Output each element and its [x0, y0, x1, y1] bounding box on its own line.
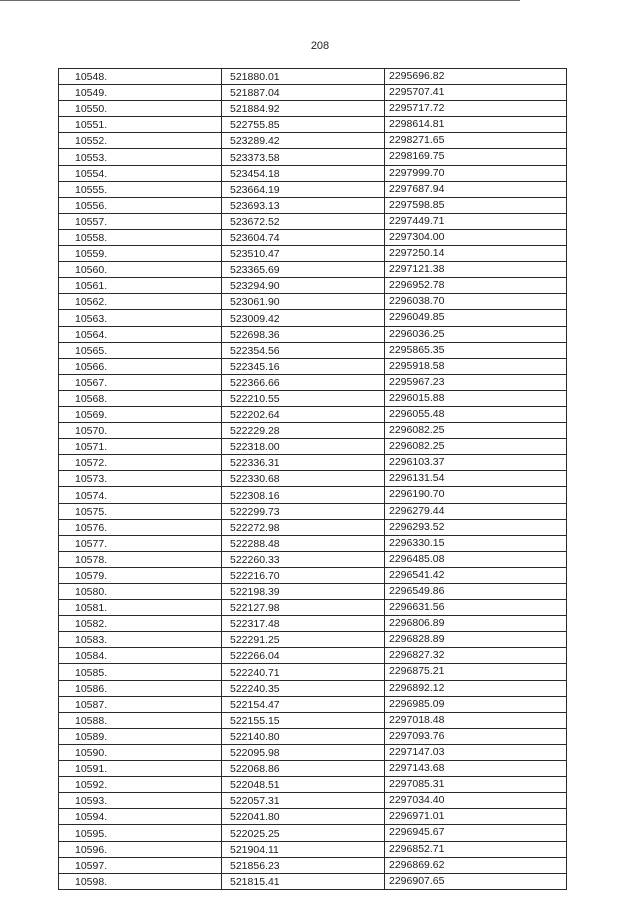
table-row — [59, 85, 567, 101]
point-id-cell: 10586. — [59, 680, 222, 696]
x-coordinate-cell: 523664.19 — [222, 181, 385, 197]
x-coordinate-cell: 522048.51 — [222, 777, 385, 793]
point-id-cell: 10554. — [59, 165, 222, 181]
y-coordinate-cell: 2296541.42 — [385, 567, 567, 583]
point-id-cell: 10591. — [59, 761, 222, 777]
y-coordinate-cell: 2295696.82 — [385, 69, 567, 85]
y-coordinate-cell: 2297449.71 — [385, 213, 567, 229]
x-coordinate-cell: 522240.71 — [222, 664, 385, 680]
table-row — [59, 744, 567, 760]
x-coordinate-cell: 522198.39 — [222, 584, 385, 600]
x-coordinate-cell: 522229.28 — [222, 423, 385, 439]
y-coordinate-cell: 2296049.85 — [385, 310, 567, 326]
x-coordinate-cell: 522308.16 — [222, 487, 385, 503]
point-id-cell: 10560. — [59, 262, 222, 278]
table-row — [59, 374, 567, 390]
point-id-cell: 10582. — [59, 616, 222, 632]
point-id-cell: 10592. — [59, 777, 222, 793]
y-coordinate-cell: 2297018.48 — [385, 712, 567, 728]
point-id-cell: 10561. — [59, 278, 222, 294]
y-coordinate-cell: 2296852.71 — [385, 841, 567, 857]
y-coordinate-cell: 2296952.78 — [385, 278, 567, 294]
x-coordinate-cell: 521887.04 — [222, 85, 385, 101]
y-coordinate-cell: 2296015.88 — [385, 390, 567, 406]
point-id-cell: 10570. — [59, 423, 222, 439]
y-coordinate-cell: 2297147.03 — [385, 744, 567, 760]
y-coordinate-cell: 2296330.15 — [385, 535, 567, 551]
table-row — [59, 873, 567, 889]
point-id-cell: 10597. — [59, 857, 222, 873]
coordinates-table-body — [59, 69, 567, 890]
table-row — [59, 165, 567, 181]
table-row — [59, 390, 567, 406]
x-coordinate-cell: 521856.23 — [222, 857, 385, 873]
x-coordinate-cell: 522299.73 — [222, 503, 385, 519]
x-coordinate-cell: 521884.92 — [222, 101, 385, 117]
x-coordinate-cell: 522202.64 — [222, 406, 385, 422]
y-coordinate-cell: 2296827.32 — [385, 648, 567, 664]
point-id-cell: 10590. — [59, 744, 222, 760]
x-coordinate-cell: 522068.86 — [222, 761, 385, 777]
point-id-cell: 10576. — [59, 519, 222, 535]
table-row — [59, 358, 567, 374]
x-coordinate-cell: 521904.11 — [222, 841, 385, 857]
x-coordinate-cell: 522318.00 — [222, 439, 385, 455]
table-row — [59, 117, 567, 133]
point-id-cell: 10564. — [59, 326, 222, 342]
point-id-cell: 10588. — [59, 712, 222, 728]
x-coordinate-cell: 523009.42 — [222, 310, 385, 326]
x-coordinate-cell: 521815.41 — [222, 873, 385, 889]
table-row — [59, 181, 567, 197]
x-coordinate-cell: 522272.98 — [222, 519, 385, 535]
y-coordinate-cell: 2297143.68 — [385, 761, 567, 777]
x-coordinate-cell: 523365.69 — [222, 262, 385, 278]
table-row — [59, 648, 567, 664]
table-row — [59, 793, 567, 809]
table-row — [59, 616, 567, 632]
y-coordinate-cell: 2296875.21 — [385, 664, 567, 680]
x-coordinate-cell: 523061.90 — [222, 294, 385, 310]
page-number: 208 — [310, 40, 330, 52]
point-id-cell: 10566. — [59, 358, 222, 374]
x-coordinate-cell: 522366.66 — [222, 374, 385, 390]
table-row — [59, 326, 567, 342]
point-id-cell: 10562. — [59, 294, 222, 310]
table-row — [59, 342, 567, 358]
point-id-cell: 10555. — [59, 181, 222, 197]
point-id-cell: 10557. — [59, 213, 222, 229]
x-coordinate-cell: 523454.18 — [222, 165, 385, 181]
x-coordinate-cell: 523604.74 — [222, 229, 385, 245]
table-row — [59, 857, 567, 873]
y-coordinate-cell: 2296985.09 — [385, 696, 567, 712]
table-row — [59, 406, 567, 422]
y-coordinate-cell: 2295717.72 — [385, 101, 567, 117]
table-row — [59, 777, 567, 793]
table-row — [59, 149, 567, 165]
y-coordinate-cell: 2296869.62 — [385, 857, 567, 873]
point-id-cell: 10573. — [59, 471, 222, 487]
point-id-cell: 10549. — [59, 85, 222, 101]
point-id-cell: 10559. — [59, 246, 222, 262]
point-id-cell: 10552. — [59, 133, 222, 149]
x-coordinate-cell: 523289.42 — [222, 133, 385, 149]
y-coordinate-cell: 2297304.00 — [385, 229, 567, 245]
table-row — [59, 503, 567, 519]
table-row — [59, 487, 567, 503]
point-id-cell: 10550. — [59, 101, 222, 117]
table-row — [59, 471, 567, 487]
y-coordinate-cell: 2296293.52 — [385, 519, 567, 535]
y-coordinate-cell: 2296485.08 — [385, 551, 567, 567]
x-coordinate-cell: 522155.15 — [222, 712, 385, 728]
point-id-cell: 10575. — [59, 503, 222, 519]
table-row — [59, 294, 567, 310]
point-id-cell: 10558. — [59, 229, 222, 245]
table-row — [59, 825, 567, 841]
x-coordinate-cell: 523693.13 — [222, 197, 385, 213]
point-id-cell: 10553. — [59, 149, 222, 165]
table-row — [59, 761, 567, 777]
y-coordinate-cell: 2297085.31 — [385, 777, 567, 793]
point-id-cell: 10579. — [59, 567, 222, 583]
y-coordinate-cell: 2296907.65 — [385, 873, 567, 889]
x-coordinate-cell: 522041.80 — [222, 809, 385, 825]
table-row — [59, 310, 567, 326]
x-coordinate-cell: 522154.47 — [222, 696, 385, 712]
x-coordinate-cell: 522025.25 — [222, 825, 385, 841]
table-row — [59, 728, 567, 744]
x-coordinate-cell: 522266.04 — [222, 648, 385, 664]
x-coordinate-cell: 523373.58 — [222, 149, 385, 165]
point-id-cell: 10595. — [59, 825, 222, 841]
table-row — [59, 809, 567, 825]
point-id-cell: 10577. — [59, 535, 222, 551]
y-coordinate-cell: 2297250.14 — [385, 246, 567, 262]
y-coordinate-cell: 2296036.25 — [385, 326, 567, 342]
point-id-cell: 10563. — [59, 310, 222, 326]
x-coordinate-cell: 522317.48 — [222, 616, 385, 632]
table-row — [59, 680, 567, 696]
x-coordinate-cell: 523672.52 — [222, 213, 385, 229]
x-coordinate-cell: 522140.80 — [222, 728, 385, 744]
y-coordinate-cell: 2295707.41 — [385, 85, 567, 101]
table-row — [59, 712, 567, 728]
point-id-cell: 10571. — [59, 439, 222, 455]
table-row — [59, 439, 567, 455]
point-id-cell: 10569. — [59, 406, 222, 422]
point-id-cell: 10578. — [59, 551, 222, 567]
y-coordinate-cell: 2296971.01 — [385, 809, 567, 825]
point-id-cell: 10551. — [59, 117, 222, 133]
y-coordinate-cell: 2297121.38 — [385, 262, 567, 278]
y-coordinate-cell: 2296082.25 — [385, 439, 567, 455]
y-coordinate-cell: 2298614.81 — [385, 117, 567, 133]
point-id-cell: 10585. — [59, 664, 222, 680]
x-coordinate-cell: 522291.25 — [222, 632, 385, 648]
table-row — [59, 584, 567, 600]
y-coordinate-cell: 2296279.44 — [385, 503, 567, 519]
x-coordinate-cell: 522354.56 — [222, 342, 385, 358]
point-id-cell: 10568. — [59, 390, 222, 406]
y-coordinate-cell: 2297999.70 — [385, 165, 567, 181]
x-coordinate-cell: 522216.70 — [222, 567, 385, 583]
point-id-cell: 10580. — [59, 584, 222, 600]
table-row — [59, 262, 567, 278]
table-row — [59, 535, 567, 551]
table-row — [59, 423, 567, 439]
y-coordinate-cell: 2296038.70 — [385, 294, 567, 310]
table-row — [59, 101, 567, 117]
x-coordinate-cell: 522240.35 — [222, 680, 385, 696]
y-coordinate-cell: 2295865.35 — [385, 342, 567, 358]
point-id-cell: 10556. — [59, 197, 222, 213]
y-coordinate-cell: 2295918.58 — [385, 358, 567, 374]
y-coordinate-cell: 2296082.25 — [385, 423, 567, 439]
table-row — [59, 600, 567, 616]
point-id-cell: 10581. — [59, 600, 222, 616]
y-coordinate-cell: 2297093.76 — [385, 728, 567, 744]
y-coordinate-cell: 2297598.85 — [385, 197, 567, 213]
x-coordinate-cell: 522210.55 — [222, 390, 385, 406]
y-coordinate-cell: 2298271.65 — [385, 133, 567, 149]
point-id-cell: 10548. — [59, 69, 222, 85]
point-id-cell: 10596. — [59, 841, 222, 857]
y-coordinate-cell: 2296190.70 — [385, 487, 567, 503]
y-coordinate-cell: 2296103.37 — [385, 455, 567, 471]
y-coordinate-cell: 2296131.54 — [385, 471, 567, 487]
point-id-cell: 10584. — [59, 648, 222, 664]
y-coordinate-cell: 2298169.75 — [385, 149, 567, 165]
table-row — [59, 197, 567, 213]
y-coordinate-cell: 2296945.67 — [385, 825, 567, 841]
table-row — [59, 696, 567, 712]
y-coordinate-cell: 2296828.89 — [385, 632, 567, 648]
x-coordinate-cell: 522336.31 — [222, 455, 385, 471]
table-row — [59, 664, 567, 680]
y-coordinate-cell: 2296631.56 — [385, 600, 567, 616]
x-coordinate-cell: 522260.33 — [222, 551, 385, 567]
point-id-cell: 10593. — [59, 793, 222, 809]
x-coordinate-cell: 523294.90 — [222, 278, 385, 294]
point-id-cell: 10587. — [59, 696, 222, 712]
y-coordinate-cell: 2296549.86 — [385, 584, 567, 600]
x-coordinate-cell: 522057.31 — [222, 793, 385, 809]
table-row — [59, 567, 567, 583]
x-coordinate-cell: 522095.98 — [222, 744, 385, 760]
table-row — [59, 841, 567, 857]
table-row — [59, 551, 567, 567]
point-id-cell: 10589. — [59, 728, 222, 744]
y-coordinate-cell: 2297034.40 — [385, 793, 567, 809]
y-coordinate-cell: 2296806.89 — [385, 616, 567, 632]
x-coordinate-cell: 522698.36 — [222, 326, 385, 342]
table-row — [59, 213, 567, 229]
table-row — [59, 519, 567, 535]
table-row — [59, 246, 567, 262]
x-coordinate-cell: 521880.01 — [222, 69, 385, 85]
x-coordinate-cell: 522127.98 — [222, 600, 385, 616]
point-id-cell: 10567. — [59, 374, 222, 390]
y-coordinate-cell: 2296892.12 — [385, 680, 567, 696]
y-coordinate-cell: 2295967.23 — [385, 374, 567, 390]
table-row — [59, 69, 567, 85]
table-row — [59, 455, 567, 471]
point-id-cell: 10572. — [59, 455, 222, 471]
table-row — [59, 278, 567, 294]
point-id-cell: 10565. — [59, 342, 222, 358]
x-coordinate-cell: 522345.16 — [222, 358, 385, 374]
x-coordinate-cell: 522288.48 — [222, 535, 385, 551]
point-id-cell: 10574. — [59, 487, 222, 503]
x-coordinate-cell: 523510.47 — [222, 246, 385, 262]
x-coordinate-cell: 522755.85 — [222, 117, 385, 133]
table-row — [59, 632, 567, 648]
top-rule — [0, 0, 520, 1]
y-coordinate-cell: 2296055.48 — [385, 406, 567, 422]
coordinates-table — [58, 68, 567, 890]
x-coordinate-cell: 522330.68 — [222, 471, 385, 487]
point-id-cell: 10583. — [59, 632, 222, 648]
point-id-cell: 10594. — [59, 809, 222, 825]
table-row — [59, 133, 567, 149]
table-row — [59, 229, 567, 245]
y-coordinate-cell: 2297687.94 — [385, 181, 567, 197]
point-id-cell: 10598. — [59, 873, 222, 889]
